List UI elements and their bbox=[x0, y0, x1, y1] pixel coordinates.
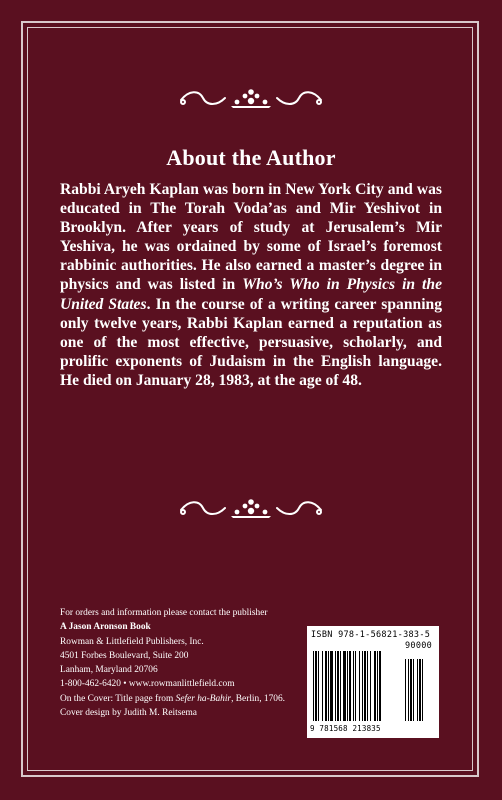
contact-line: For orders and information please contact the publisher bbox=[60, 608, 268, 618]
imprint-name: A Jason Aronson Book bbox=[60, 622, 151, 633]
bio-text-part2: . In the course of a writing career spanning only twelve years, Rabbi Kaplan earned a reputation as one of the most effective, persuasive, scholarly, and prolific exponents of Judaism in the English language. He died on January 28, 1983, at the age of 48. bbox=[60, 295, 442, 389]
publisher-name: Rowman & Littlefield Publishers, Inc. bbox=[60, 636, 204, 647]
barcode-addon-number: 90000 bbox=[405, 641, 433, 651]
about-author-heading: About the Author bbox=[166, 145, 336, 170]
cover-credit-suffix: , Berlin, 1706. bbox=[231, 693, 285, 704]
author-bio bbox=[60, 180, 442, 390]
publisher-info bbox=[60, 606, 320, 720]
bottom-ornament-icon bbox=[175, 496, 327, 522]
cover-credit-prefix: On the Cover: Title page from bbox=[60, 693, 176, 704]
address-line-2: Lanham, Maryland 20706 bbox=[60, 665, 158, 676]
cover-design-credit: Cover design by Judith M. Reitsema bbox=[60, 708, 197, 719]
bio-text-part1: Rabbi Aryeh Kaplan was born in New York City and was educated in The Torah Voda’as and Mir Yeshivot in Brooklyn. After years of study at Jerusalem’s Mir Yeshiva, he was ordained by some of Israel’s foremost rabbinic authorities. He also earned a master’s degree in physics and was listed in bbox=[60, 181, 442, 294]
address-line-1: 4501 Forbes Boulevard, Suite 200 bbox=[60, 650, 189, 661]
top-ornament-icon bbox=[175, 86, 327, 112]
barcode-digits: 9 781568 213835 bbox=[310, 724, 381, 733]
cover-credit-title: Sefer ha-Bahir bbox=[175, 693, 232, 704]
cover-credit-line bbox=[60, 692, 320, 706]
barcode-bars-icon bbox=[313, 651, 433, 723]
isbn-number: ISBN 978-1-56821-383-5 bbox=[311, 630, 431, 640]
bio-book-title: Who’s Who in Physics in the United States bbox=[60, 276, 442, 313]
isbn-barcode bbox=[307, 626, 439, 738]
phone-web-line: 1-800-462-6420 • www.rowmanlittlefield.com bbox=[60, 679, 235, 690]
